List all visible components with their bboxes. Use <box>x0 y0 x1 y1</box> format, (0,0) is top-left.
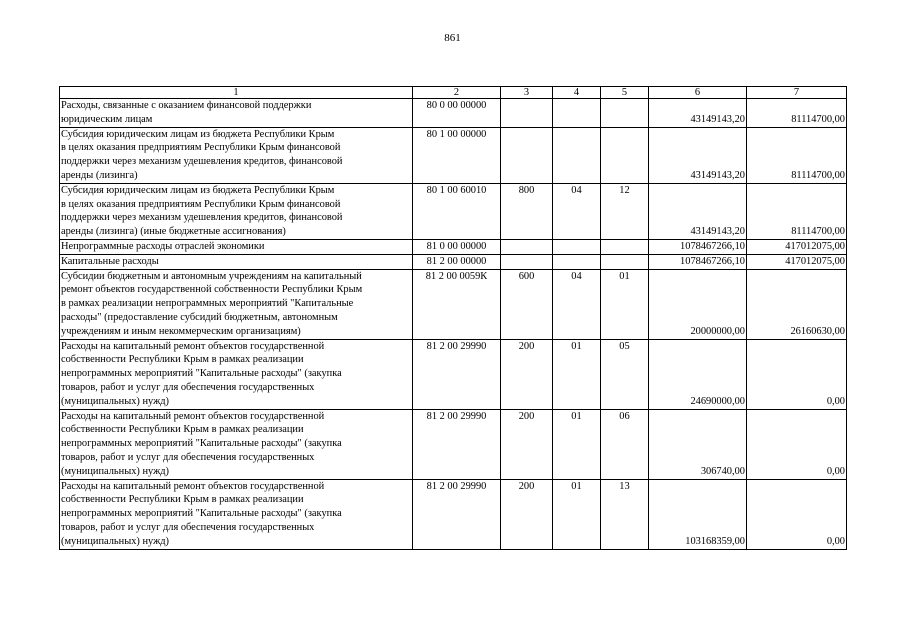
row-section: 04 <box>553 269 601 339</box>
row-value-7: 417012075,00 <box>747 254 847 269</box>
row-section <box>553 254 601 269</box>
row-section <box>553 127 601 183</box>
row-value-6: 43149143,20 <box>649 127 747 183</box>
row-group: 600 <box>501 269 553 339</box>
row-value-6: 1078467266,10 <box>649 254 747 269</box>
table-row <box>60 409 847 479</box>
row-value-7: 0,00 <box>747 479 847 549</box>
table-header-row <box>60 87 847 99</box>
header-col-6: 6 <box>649 87 747 99</box>
table-row <box>60 183 847 239</box>
row-code: 80 1 00 00000 <box>413 127 501 183</box>
row-value-7: 81114700,00 <box>747 99 847 128</box>
row-name: Расходы, связанные с оказанием финансовой поддержки юридическим лицам <box>60 99 413 128</box>
row-section: 01 <box>553 339 601 409</box>
row-code: 80 0 00 00000 <box>413 99 501 128</box>
row-code: 81 2 00 00000 <box>413 254 501 269</box>
row-value-6: 306740,00 <box>649 409 747 479</box>
row-value-7: 0,00 <box>747 339 847 409</box>
row-name: Капитальные расходы <box>60 254 413 269</box>
row-name: Расходы на капитальный ремонт объектов государственной собственности Республики Крым в рамках реализации непрограммных мероприятий "Капитальные расходы" (закупка товаров, работ и услуг для обеспечения государственных (муниципальных) нужд) <box>60 479 413 549</box>
row-subsection: 01 <box>601 269 649 339</box>
header-col-7: 7 <box>747 87 847 99</box>
row-subsection: 13 <box>601 479 649 549</box>
table-row <box>60 99 847 128</box>
row-value-7: 0,00 <box>747 409 847 479</box>
row-subsection <box>601 254 649 269</box>
row-group <box>501 239 553 254</box>
header-col-2: 2 <box>413 87 501 99</box>
row-code: 81 2 00 29990 <box>413 339 501 409</box>
row-name: Расходы на капитальный ремонт объектов государственной собственности Республики Крым в рамках реализации непрограммных мероприятий "Капитальные расходы" (закупка товаров, работ и услуг для обеспечения государственных (муниципальных) нужд) <box>60 339 413 409</box>
row-group <box>501 127 553 183</box>
row-value-6: 1078467266,10 <box>649 239 747 254</box>
row-subsection: 05 <box>601 339 649 409</box>
page-number: 861 <box>444 32 461 44</box>
row-group: 200 <box>501 479 553 549</box>
row-value-6: 43149143,20 <box>649 99 747 128</box>
table-row <box>60 269 847 339</box>
table-row <box>60 254 847 269</box>
row-section: 01 <box>553 409 601 479</box>
row-code: 81 2 00 29990 <box>413 479 501 549</box>
row-value-6: 24690000,00 <box>649 339 747 409</box>
row-subsection: 06 <box>601 409 649 479</box>
row-name: Субсидии бюджетным и автономным учреждениям на капитальный ремонт объектов государственной собственности Республики Крым в рамках реализации непрограммных мероприятий "Капитальные расходы" (предоставление субсидий бюджетным, автономным учреждениям и иным некоммерческим организациям) <box>60 269 413 339</box>
table-row <box>60 239 847 254</box>
budget-table <box>59 86 847 550</box>
row-code: 81 0 00 00000 <box>413 239 501 254</box>
row-value-7: 81114700,00 <box>747 127 847 183</box>
table-row <box>60 339 847 409</box>
row-section: 04 <box>553 183 601 239</box>
row-code: 80 1 00 60010 <box>413 183 501 239</box>
row-code: 81 2 00 0059К <box>413 269 501 339</box>
row-value-6: 103168359,00 <box>649 479 747 549</box>
header-col-4: 4 <box>553 87 601 99</box>
row-code: 81 2 00 29990 <box>413 409 501 479</box>
header-col-3: 3 <box>501 87 553 99</box>
row-section <box>553 239 601 254</box>
row-section: 01 <box>553 479 601 549</box>
row-subsection <box>601 127 649 183</box>
row-group: 200 <box>501 409 553 479</box>
row-group: 200 <box>501 339 553 409</box>
header-col-1: 1 <box>60 87 413 99</box>
row-value-6: 43149143,20 <box>649 183 747 239</box>
table-row <box>60 127 847 183</box>
row-name: Расходы на капитальный ремонт объектов государственной собственности Республики Крым в рамках реализации непрограммных мероприятий "Капитальные расходы" (закупка товаров, работ и услуг для обеспечения государственных (муниципальных) нужд) <box>60 409 413 479</box>
row-value-6: 20000000,00 <box>649 269 747 339</box>
row-subsection: 12 <box>601 183 649 239</box>
row-name: Непрограммные расходы отраслей экономики <box>60 239 413 254</box>
row-value-7: 417012075,00 <box>747 239 847 254</box>
row-group <box>501 99 553 128</box>
row-section <box>553 99 601 128</box>
table-row <box>60 479 847 549</box>
row-group: 800 <box>501 183 553 239</box>
row-name: Субсидия юридическим лицам из бюджета Республики Крым в целях оказания предприятиям Республики Крым финансовой поддержки через механизм удешевления кредитов, финансовой аренды (лизинга) (иные бюджетные ассигнования) <box>60 183 413 239</box>
row-value-7: 81114700,00 <box>747 183 847 239</box>
row-group <box>501 254 553 269</box>
row-subsection <box>601 99 649 128</box>
row-value-7: 26160630,00 <box>747 269 847 339</box>
header-col-5: 5 <box>601 87 649 99</box>
row-subsection <box>601 239 649 254</box>
row-name: Субсидия юридическим лицам из бюджета Республики Крым в целях оказания предприятиям Республики Крым финансовой поддержки через механизм удешевления кредитов, финансовой аренды (лизинга) <box>60 127 413 183</box>
